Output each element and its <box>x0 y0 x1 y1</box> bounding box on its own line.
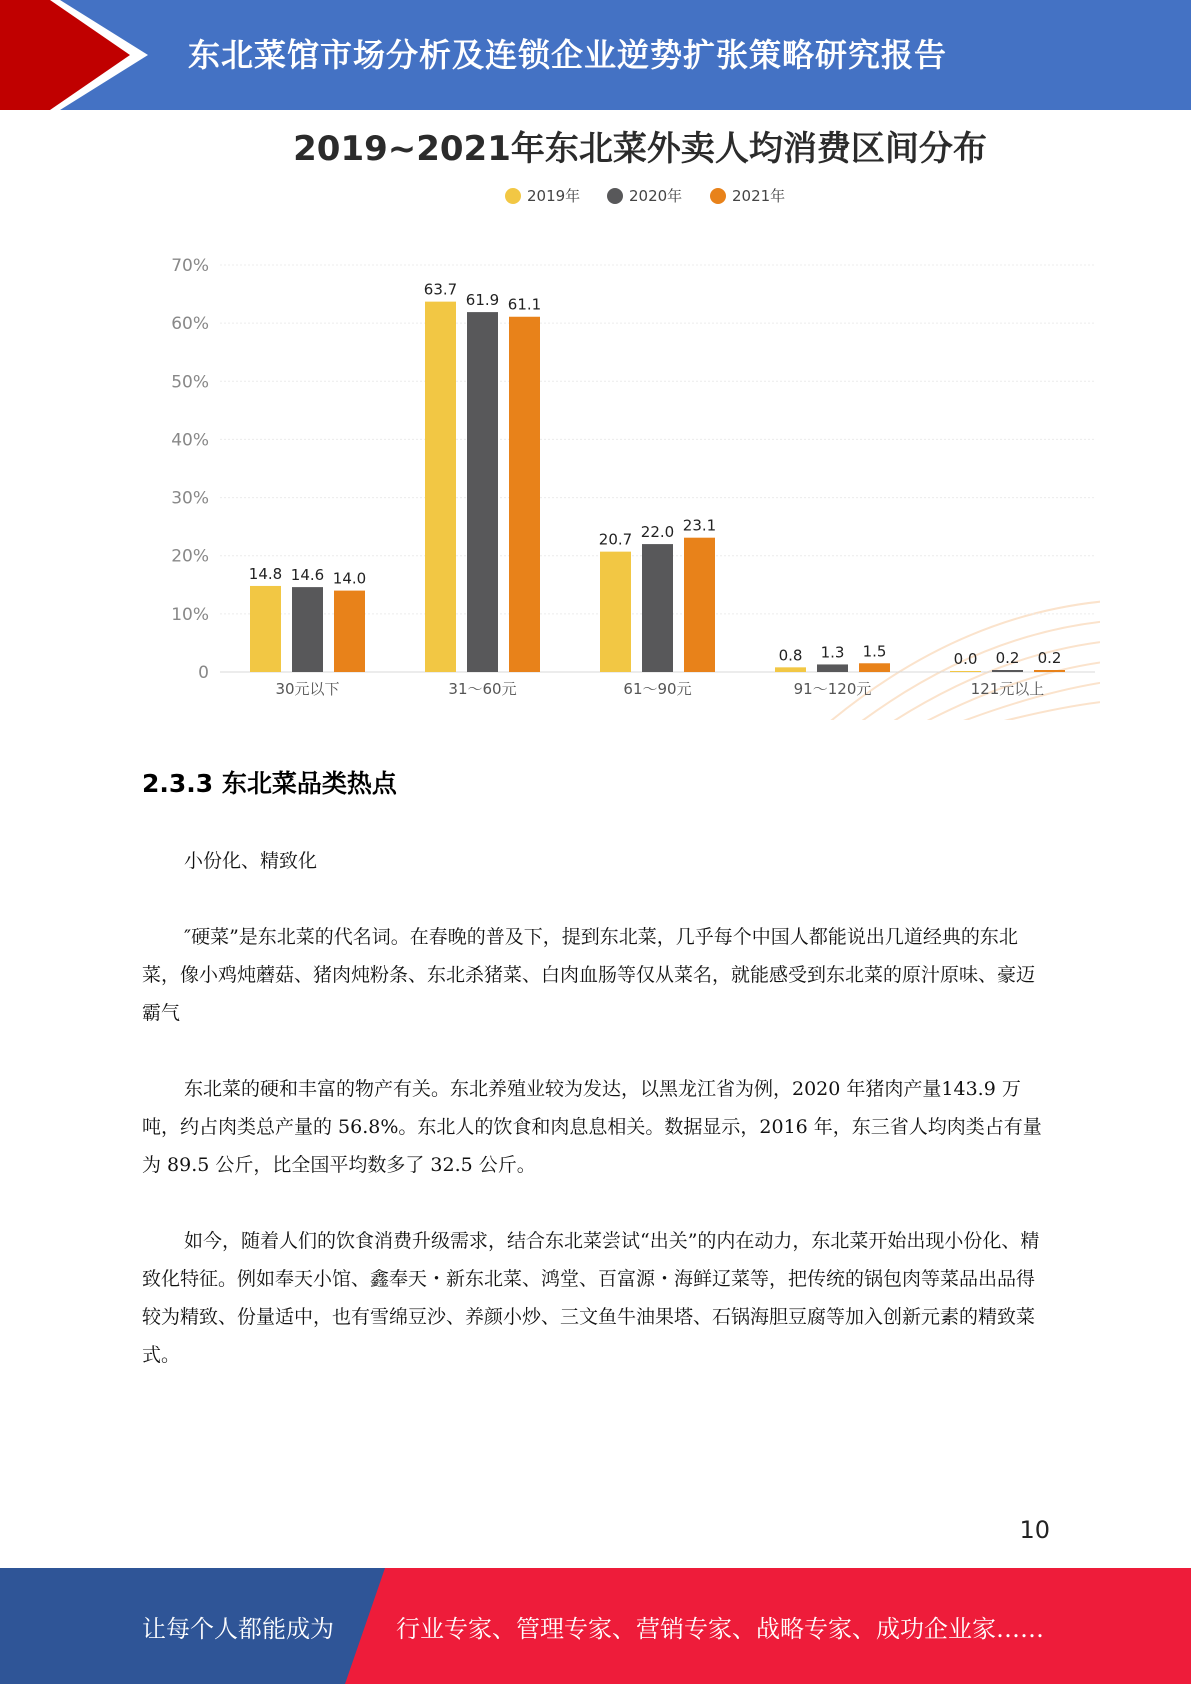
bar-4-0 <box>950 671 981 672</box>
y-tick-label: 50% <box>171 372 209 393</box>
data-label: 0.2 <box>995 649 1020 667</box>
category-label: 30元以下 <box>275 680 340 698</box>
data-label: 14.6 <box>290 566 325 585</box>
page-number: 10 <box>1019 1516 1050 1544</box>
bar-0-0 <box>250 586 281 672</box>
data-label: 1.5 <box>862 642 887 661</box>
bar-4-2 <box>1034 670 1065 672</box>
y-tick-label: 40% <box>171 430 209 451</box>
category-label: 61～90元 <box>623 680 692 698</box>
legend-marker-2 <box>710 188 726 204</box>
data-label: 23.1 <box>682 516 717 535</box>
chart-svg <box>160 130 1100 720</box>
legend-label-1: 2020年 <box>629 187 683 205</box>
data-label: 14.8 <box>248 564 283 583</box>
bar-chart <box>160 130 1100 720</box>
chart-category-labels <box>275 680 1044 698</box>
chart-legend <box>505 187 785 205</box>
data-label: 20.7 <box>598 530 633 549</box>
bar-2-0 <box>600 552 631 672</box>
footer-slogan-left: 让每个人都能成为 <box>142 1615 334 1643</box>
bar-1-0 <box>425 302 456 672</box>
paragraph-subtitle: 小份化、精致化 <box>184 850 318 872</box>
legend-label-0: 2019年 <box>527 187 581 205</box>
paragraph-2: 东北菜的硬和丰富的物产有关。东北养殖业较为发达，以黑龙江省为例，2020 年猪肉产量143.9 万吨，约占肉类总产量的 56.8%。东北人的饮食和肉息息相关。数据显示，2016 年，东三省人均肉类占有量为 89.5 公斤，比全国平均数多了 32.5 公斤。 <box>142 1078 1042 1176</box>
paragraph-3: 如今，随着人们的饮食消费升级需求，结合东北菜尝试“出关”的内在动力，东北菜开始出现小份化、精致化特征。例如奉天小馆、鑫奉天・新东北菜、鸿堂、百富源・海鲜辽菜等，把传统的锅包肉等菜品出品得较为精致、份量适中，也有雪绵豆沙、养颜小炒、三文鱼牛油果塔、石锅海胆豆腐等加入创新元素的精致菜式。 <box>142 1230 1040 1366</box>
data-label: 1.3 <box>820 643 845 662</box>
bar-0-1 <box>292 587 323 672</box>
section-heading: 2.3.3 东北菜品类热点 <box>142 769 397 798</box>
bar-3-0 <box>775 667 806 672</box>
y-tick-label: 70% <box>171 256 209 276</box>
data-label: 14.0 <box>332 569 367 588</box>
category-label: 121元以上 <box>970 680 1045 698</box>
data-label: 61.1 <box>507 295 542 314</box>
chart-bars <box>250 302 1065 672</box>
page-header <box>0 0 1191 110</box>
data-label: 22.0 <box>640 523 675 542</box>
report-title: 东北菜馆市场分析及连锁企业逆势扩张策略研究报告 <box>188 36 948 74</box>
data-label: 0.0 <box>953 650 978 668</box>
legend-label-2: 2021年 <box>732 187 786 205</box>
bar-4-1 <box>992 670 1023 672</box>
y-tick-label: 0 <box>198 663 209 683</box>
bar-0-2 <box>334 591 365 672</box>
bar-2-1 <box>642 544 673 672</box>
bar-1-1 <box>467 312 498 672</box>
bar-3-2 <box>859 663 890 672</box>
data-label: 61.9 <box>465 291 500 310</box>
legend-marker-0 <box>505 188 521 204</box>
bar-2-2 <box>684 538 715 672</box>
legend-marker-1 <box>607 188 623 204</box>
category-label: 31～60元 <box>448 680 517 698</box>
bar-1-2 <box>509 317 540 672</box>
y-tick-label: 20% <box>171 546 209 567</box>
data-label: 63.7 <box>423 280 458 299</box>
y-tick-label: 60% <box>171 314 209 335</box>
chart-title: 2019~2021年东北菜外卖人均消费区间分布 <box>293 130 987 169</box>
y-tick-label: 30% <box>171 488 209 509</box>
category-label: 91～120元 <box>793 680 872 698</box>
y-tick-label: 10% <box>171 604 209 625</box>
page-footer <box>0 1568 1191 1684</box>
paragraph-1: ″硬菜”是东北菜的代名词。在春晚的普及下，提到东北菜，几乎每个中国人都能说出几道经典的东北菜，像小鸡炖蘑菇、猪肉炖粉条、东北杀猪菜、白肉血肠等仅从菜名，就能感受到东北菜的原汁原味、豪迈霸气 <box>142 926 1036 1024</box>
footer-slogan-right: 行业专家、管理专家、营销专家、战略专家、成功企业家…… <box>396 1615 1044 1643</box>
data-label: 0.8 <box>778 646 803 665</box>
bar-3-1 <box>817 664 848 672</box>
data-label: 0.2 <box>1037 649 1062 667</box>
